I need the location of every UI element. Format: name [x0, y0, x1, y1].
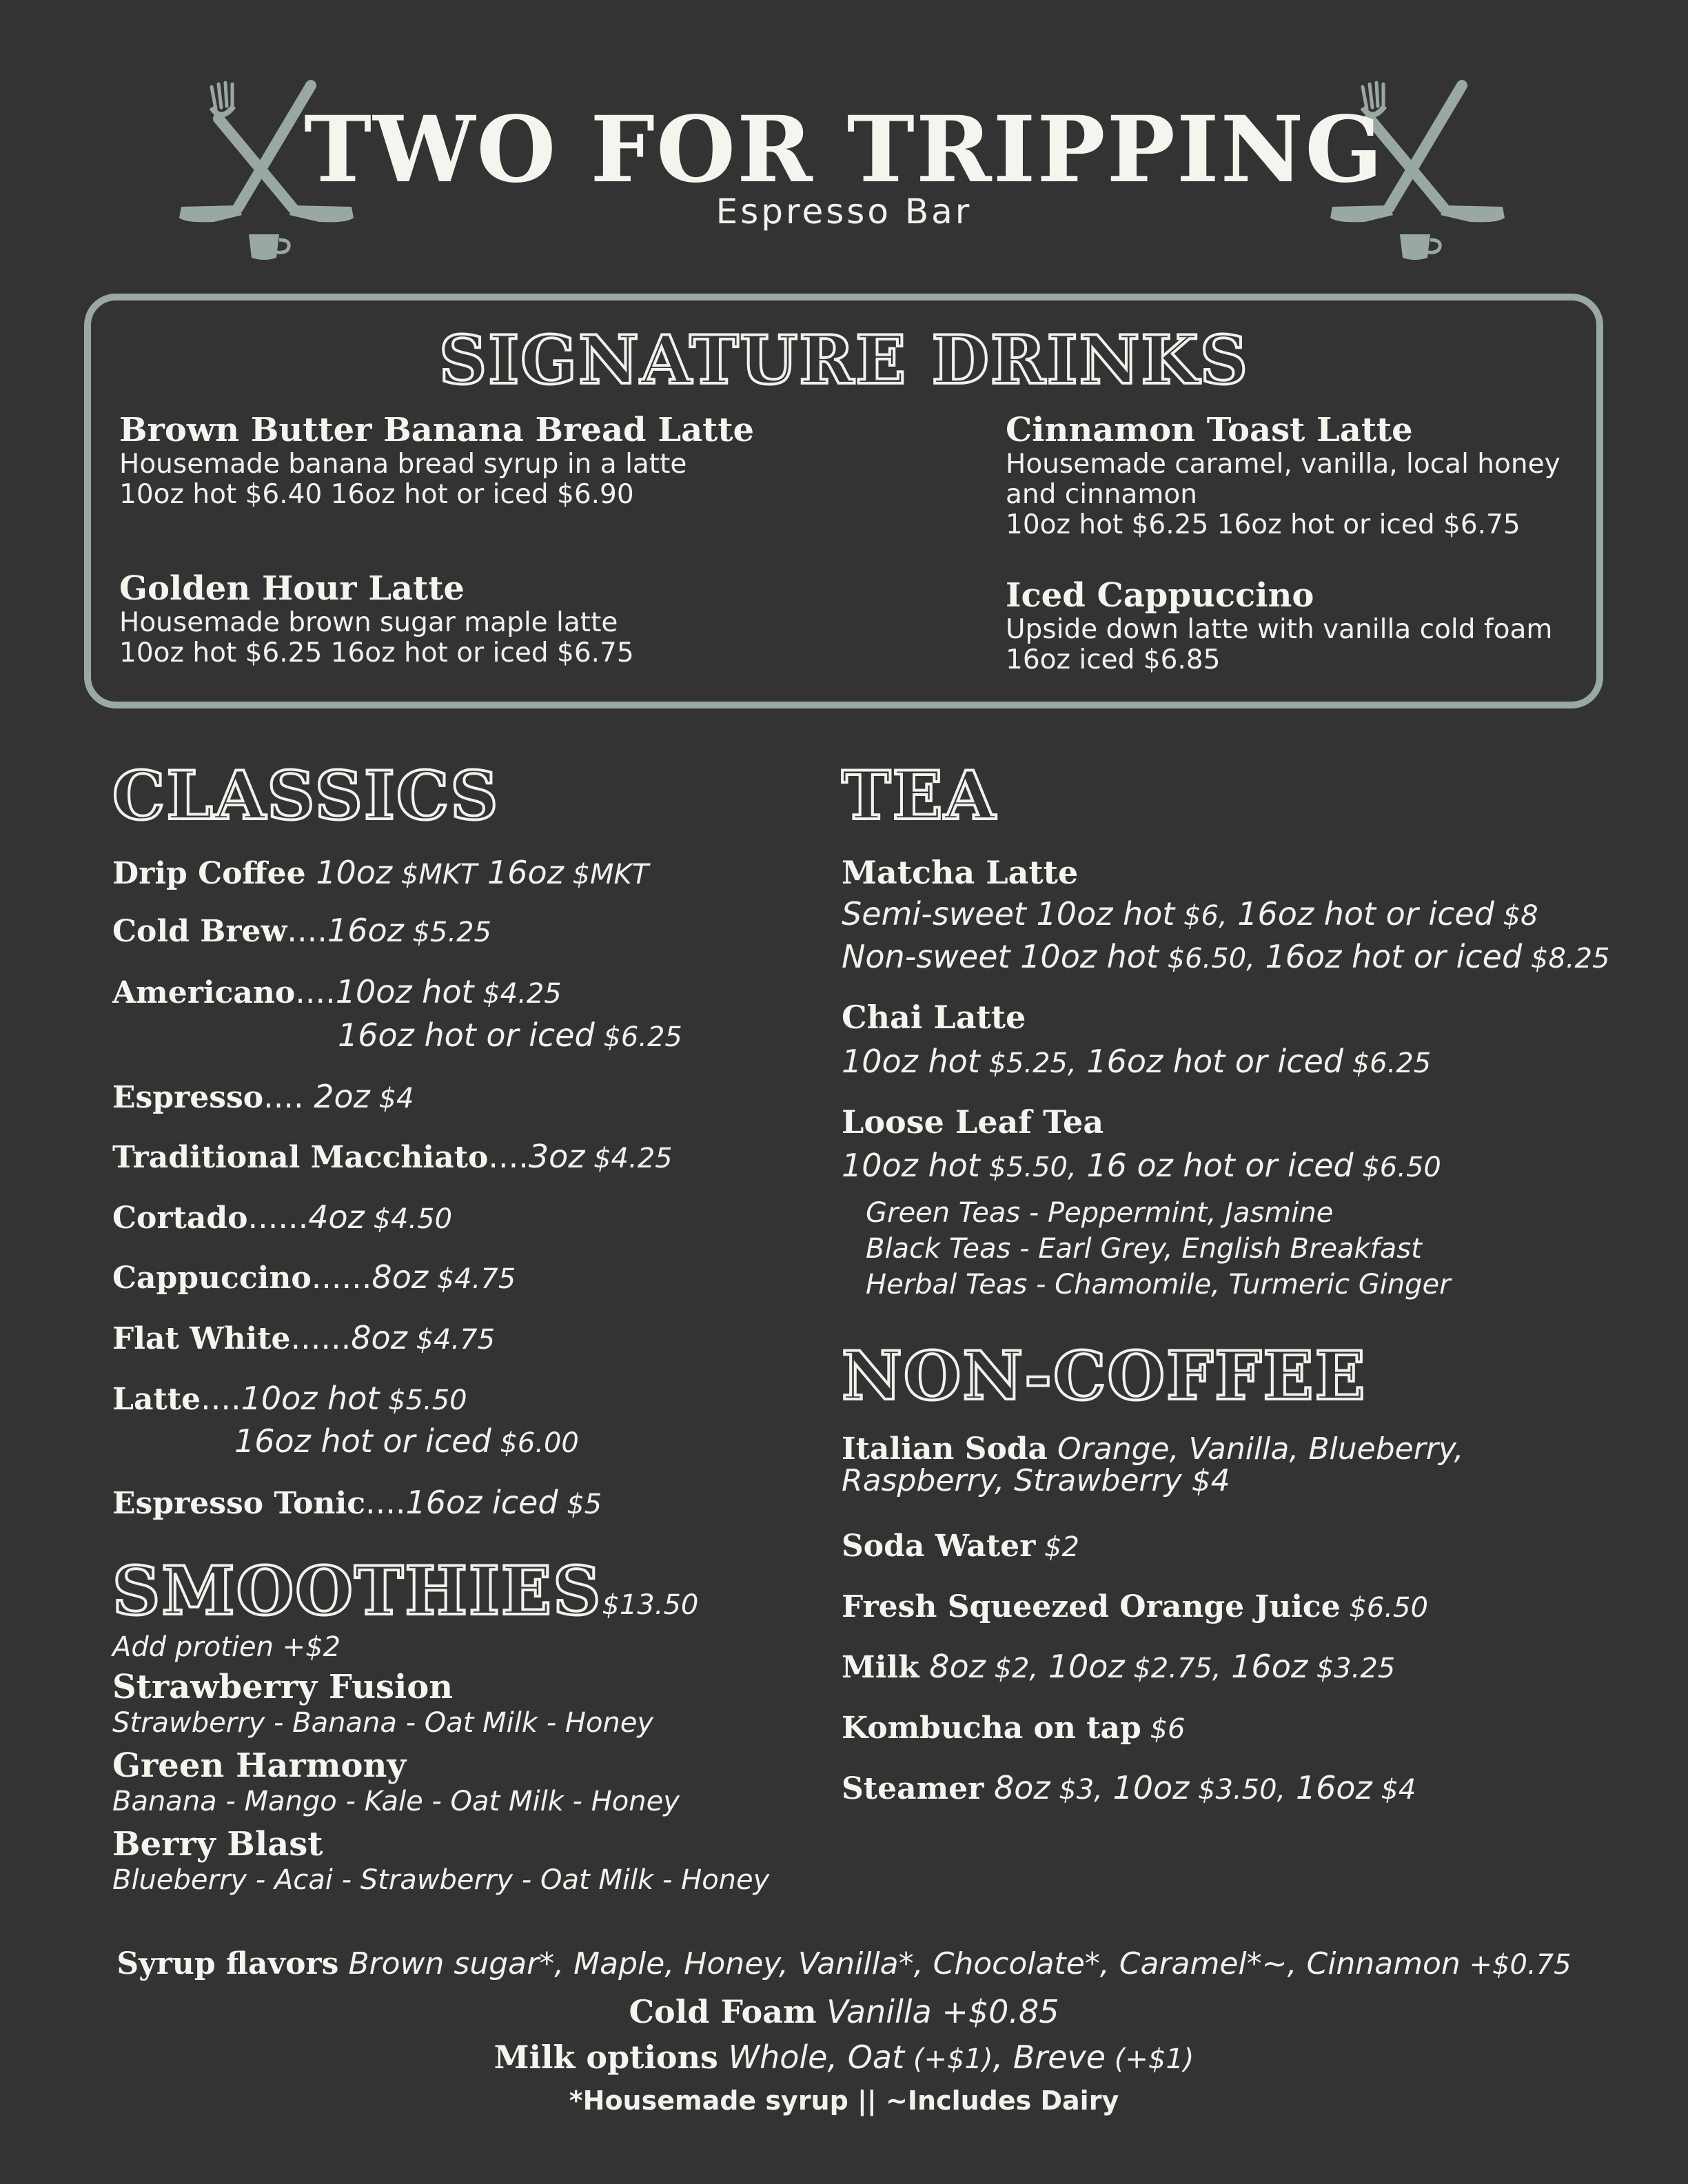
classics-title: CLASSICS — [112, 757, 500, 835]
item-name: Espresso — [112, 1080, 264, 1115]
menu-item: Kombucha on tap $6 — [842, 1711, 1186, 1746]
item-ingredients: Blueberry - Acai - Strawberry - Oat Milk - Honey — [112, 1864, 770, 1896]
item-price: 10oz hot $6.25 16oz hot or iced $6.75 — [1006, 509, 1521, 540]
menu-item: Soda Water $2 — [842, 1529, 1079, 1564]
item-name: Green Harmony — [112, 1746, 407, 1785]
coffee-cup-icon — [249, 234, 289, 260]
non-coffee-title: NON-COFFEE — [842, 1337, 1367, 1415]
smoothies-header — [112, 1552, 698, 1630]
cold-foam: Cold Foam Vanilla +$0.85 — [629, 1993, 1059, 2030]
item-name: Fresh Squeezed Orange Juice — [842, 1589, 1341, 1624]
item-name: Brown Butter Banana Bread Latte — [119, 411, 755, 449]
item-description: Housemade banana bread syrup in a latte — [119, 449, 687, 480]
item-name: Golden Hour Latte — [119, 569, 465, 608]
menu-item: Espresso Tonic....16oz iced $5 — [112, 1484, 602, 1521]
menu-item-line2: 16oz hot or iced $6.25 — [338, 1017, 682, 1054]
smoothie-item — [112, 1825, 769, 1897]
item-name: Loose Leaf Tea — [842, 1103, 1104, 1141]
menu-item: Fresh Squeezed Orange Juice $6.50 — [842, 1589, 1428, 1624]
milk-options-label: Milk options — [494, 2039, 718, 2076]
item-description: Housemade brown sugar maple latte — [119, 607, 618, 638]
signature-item — [119, 411, 754, 510]
smoothies-title: SMOOTHIES — [112, 1552, 602, 1630]
menu-item-line: Semi-sweet 10oz hot $6, 16oz hot or iced $8 — [842, 895, 1538, 932]
item-description: Upside down latte with vanilla cold foam — [1006, 614, 1553, 645]
item-name: Steamer — [842, 1771, 984, 1806]
menu-item: Cappuccino......8oz $4.75 — [112, 1258, 516, 1296]
smoothies-addon: Add protien +$2 — [112, 1631, 341, 1663]
item-price: 10oz hot $6.25 16oz hot or iced $6.75 — [119, 637, 634, 669]
item-name: Cinnamon Toast Latte — [1006, 411, 1413, 449]
item-name: Strawberry Fusion — [112, 1668, 454, 1706]
list-item: Black Teas - Earl Grey, English Breakfast — [866, 1233, 1422, 1265]
syrup-label: Syrup flavors — [116, 1946, 339, 1981]
item-name: Drip Coffee — [112, 856, 306, 891]
item-name: Flat White — [112, 1321, 291, 1356]
item-name: Matcha Latte — [842, 854, 1079, 891]
syrup-flavors: Syrup flavors Brown sugar*, Maple, Honey, Vanilla*, Chocolate*, Caramel*~, Cinnamon +$0.75 — [116, 1946, 1572, 1981]
smoothie-item — [112, 1668, 653, 1739]
menu-item-line: 10oz hot $5.25, 16oz hot or iced $6.25 — [842, 1043, 1432, 1080]
menu-item: Flat White......8oz $4.75 — [112, 1319, 496, 1356]
item-name: Latte — [112, 1382, 201, 1417]
item-name: Cappuccino — [112, 1261, 312, 1296]
item-price: 10oz hot $6.40 16oz hot or iced $6.90 — [119, 479, 634, 510]
smoothies-price: $13.50 — [602, 1589, 699, 1621]
item-name: Espresso Tonic — [112, 1486, 365, 1521]
smoothie-item — [112, 1746, 680, 1818]
menu-item: Steamer 8oz $3, 10oz $3.50, 16oz $4 — [842, 1769, 1416, 1806]
item-price: 16oz iced $6.85 — [1006, 644, 1221, 675]
item-name: Iced Cappuccino — [1006, 576, 1314, 615]
page-subtitle: Espresso Bar — [715, 192, 973, 232]
item-ingredients: Strawberry - Banana - Oat Milk - Honey — [112, 1707, 654, 1739]
item-name: Kombucha on tap — [842, 1711, 1141, 1746]
menu-item: Latte....10oz hot $5.50 — [112, 1380, 467, 1417]
menu-item: Milk 8oz $2, 10oz $2.75, 16oz $3.25 — [842, 1648, 1396, 1685]
menu-item: Espresso.... 2oz $4 — [112, 1078, 414, 1115]
signature-item — [119, 569, 634, 669]
cold-foam-label: Cold Foam — [629, 1993, 817, 2030]
menu-item: Cold Brew....16oz $5.25 — [112, 912, 491, 949]
item-name: Soda Water — [842, 1529, 1036, 1564]
menu-item: Italian Soda Orange, Vanilla, Blueberry, Raspberry, Strawberry $4 — [842, 1431, 1464, 1498]
item-description: Housemade caramel, vanilla, local honey — [1006, 449, 1560, 480]
menu-item-line: Non-sweet 10oz hot $6.50, 16oz hot or iced $8.25 — [842, 938, 1610, 975]
signature-item — [1006, 411, 1560, 540]
milk-options: Milk options Whole, Oat (+$1), Breve (+$1) — [494, 2039, 1194, 2076]
signature-item — [1006, 576, 1552, 675]
item-name: Italian Soda — [842, 1431, 1048, 1467]
menu-item: Drip Coffee 10oz $MKT 16oz $MKT — [112, 854, 649, 891]
item-ingredients: Banana - Mango - Kale - Oat Milk - Honey — [112, 1786, 680, 1817]
coffee-cup-icon — [1400, 234, 1440, 260]
item-name: Cold Brew — [112, 914, 287, 949]
menu-item: Traditional Macchiato....3oz $4.25 — [112, 1138, 673, 1175]
menu-item: Americano....10oz hot $4.25 — [112, 973, 562, 1010]
menu-item-line: 10oz hot $5.50, 16 oz hot or iced $6.50 — [842, 1147, 1441, 1184]
item-name: Chai Latte — [842, 999, 1026, 1036]
item-name: Milk — [842, 1650, 919, 1685]
footnote: *Housemade syrup || ~Includes Dairy — [569, 2085, 1119, 2116]
tea-title: TEA — [842, 757, 997, 835]
menu-item-line2: 16oz hot or iced $6.00 — [234, 1422, 579, 1460]
item-name: Berry Blast — [112, 1825, 323, 1864]
item-name: Traditional Macchiato — [112, 1140, 489, 1175]
menu-item: Cortado......4oz $4.50 — [112, 1198, 453, 1236]
list-item: Green Teas - Peppermint, Jasmine — [866, 1197, 1334, 1229]
item-name: Cortado — [112, 1201, 248, 1236]
signature-title: SIGNATURE DRINKS — [438, 321, 1250, 399]
item-name: Americano — [112, 975, 296, 1010]
list-item: Herbal Teas - Chamomile, Turmeric Ginger — [866, 1269, 1451, 1300]
item-description: and cinnamon — [1006, 479, 1197, 510]
tea-varieties — [866, 1195, 1451, 1303]
page-title: TWO FOR TRIPPING — [303, 96, 1385, 203]
